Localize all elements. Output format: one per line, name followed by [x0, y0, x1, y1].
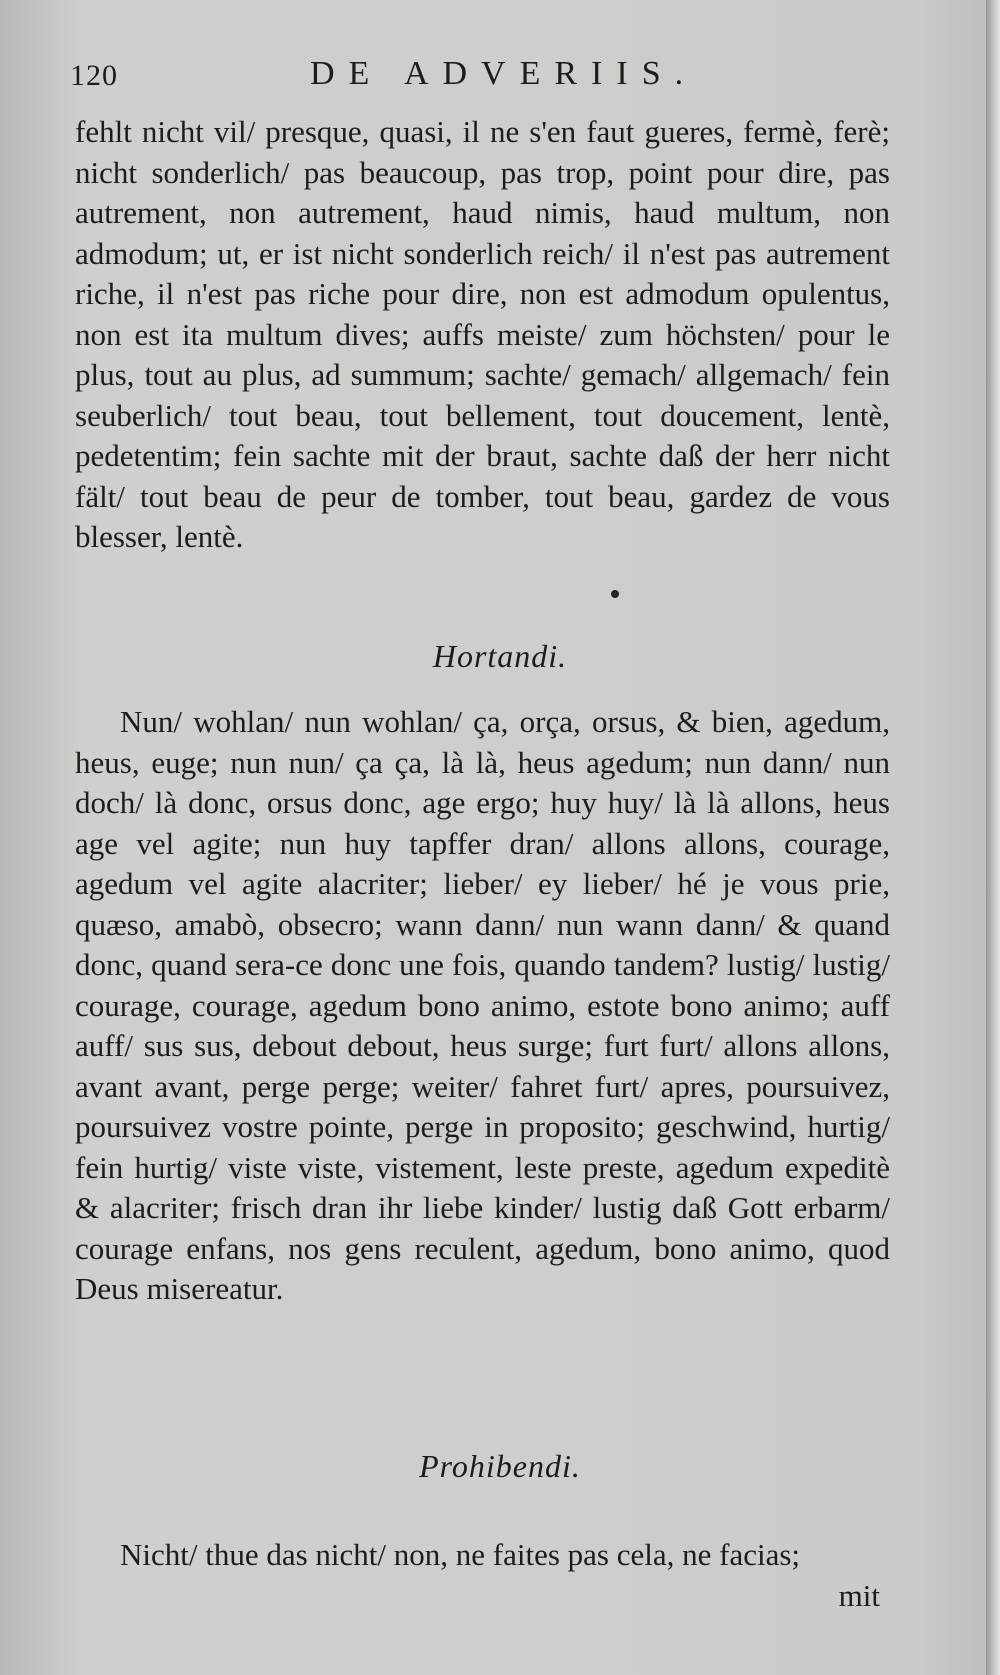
section-heading-hortandi: Hortandi.: [432, 638, 568, 674]
section-heading-prohibendi: Prohibendi.: [419, 1448, 581, 1484]
catchword: mit: [838, 1577, 880, 1613]
page-number: 120: [70, 59, 118, 92]
continuation-paragraph: fehlt nicht vil/ presque, quasi, il ne s'en faut gueres, fermè, ferè; nicht sonderlich/ pas beaucoup, pas trop, point pour dire, pas autrement, non autrement, haud nimis, haud multum, non admodum; ut, er ist nicht sonderlich reich/ il n'est pas autrement riche, il n'est pas riche pour dire, non est admodum opulentus, non est ita multum dives; auffs meiste/ zum höchsten/ pour le plus, tout au plus, ad summum; sachte/ gemach/ allgemach/ fein seuberlich/ tout beau, tout bellement, tout doucement, lentè, pedetentim; fein sachte mit der braut, sachte daß der herr nicht fält/ tout beau de peur de tomber, tout beau, gardez de vous blesser, lentè.: [75, 114, 890, 554]
ink-spot: [611, 590, 619, 598]
prohibendi-paragraph: [75, 1535, 890, 1616]
prohibendi-text: Nicht/ thue das nicht/ non, ne faites pas cela, ne facias;: [120, 1537, 801, 1572]
page-header: [70, 55, 920, 95]
hortandi-paragraph: Nun/ wohlan/ nun wohlan/ ça, orça, orsus, & bien, agedum, heus, euge; nun nun/ ça ça, là là, heus agedum; nun dann/ nun doch/ là donc, orsus donc, age ergo; huy huy/ là là allons, heus age vel agite; nun huy tapffer dran/ allons allons, courage, agedum vel agite alacriter; lieber/ ey lieber/ hé je vous prie, quæso, amabò, obsecro; wann dann/ nun wann dann/ & quand donc, quand sera-ce donc une fois, quando tandem? lustig/ lustig/ courage, courage, agedum bono animo, estote bono animo; auff auff/ sus sus, debout debout, heus surge; furt furt/ allons allons, avant avant, perge perge; weiter/ fahret furt/ apres, poursuivez, poursuivez vostre pointe, perge in proposito; geschwind, hurtig/ fein hurtig/ viste viste, vistement, leste preste, agedum expeditè & alacriter; frisch dran ihr liebe kinder/ lustig daß Gott erbarm/ courage enfans, nos gens reculent, agedum, bono animo, quod Deus misereatur.: [75, 704, 890, 1306]
page-gutter: [986, 0, 1000, 1675]
running-title: DE ADVERIIS.: [310, 55, 698, 92]
